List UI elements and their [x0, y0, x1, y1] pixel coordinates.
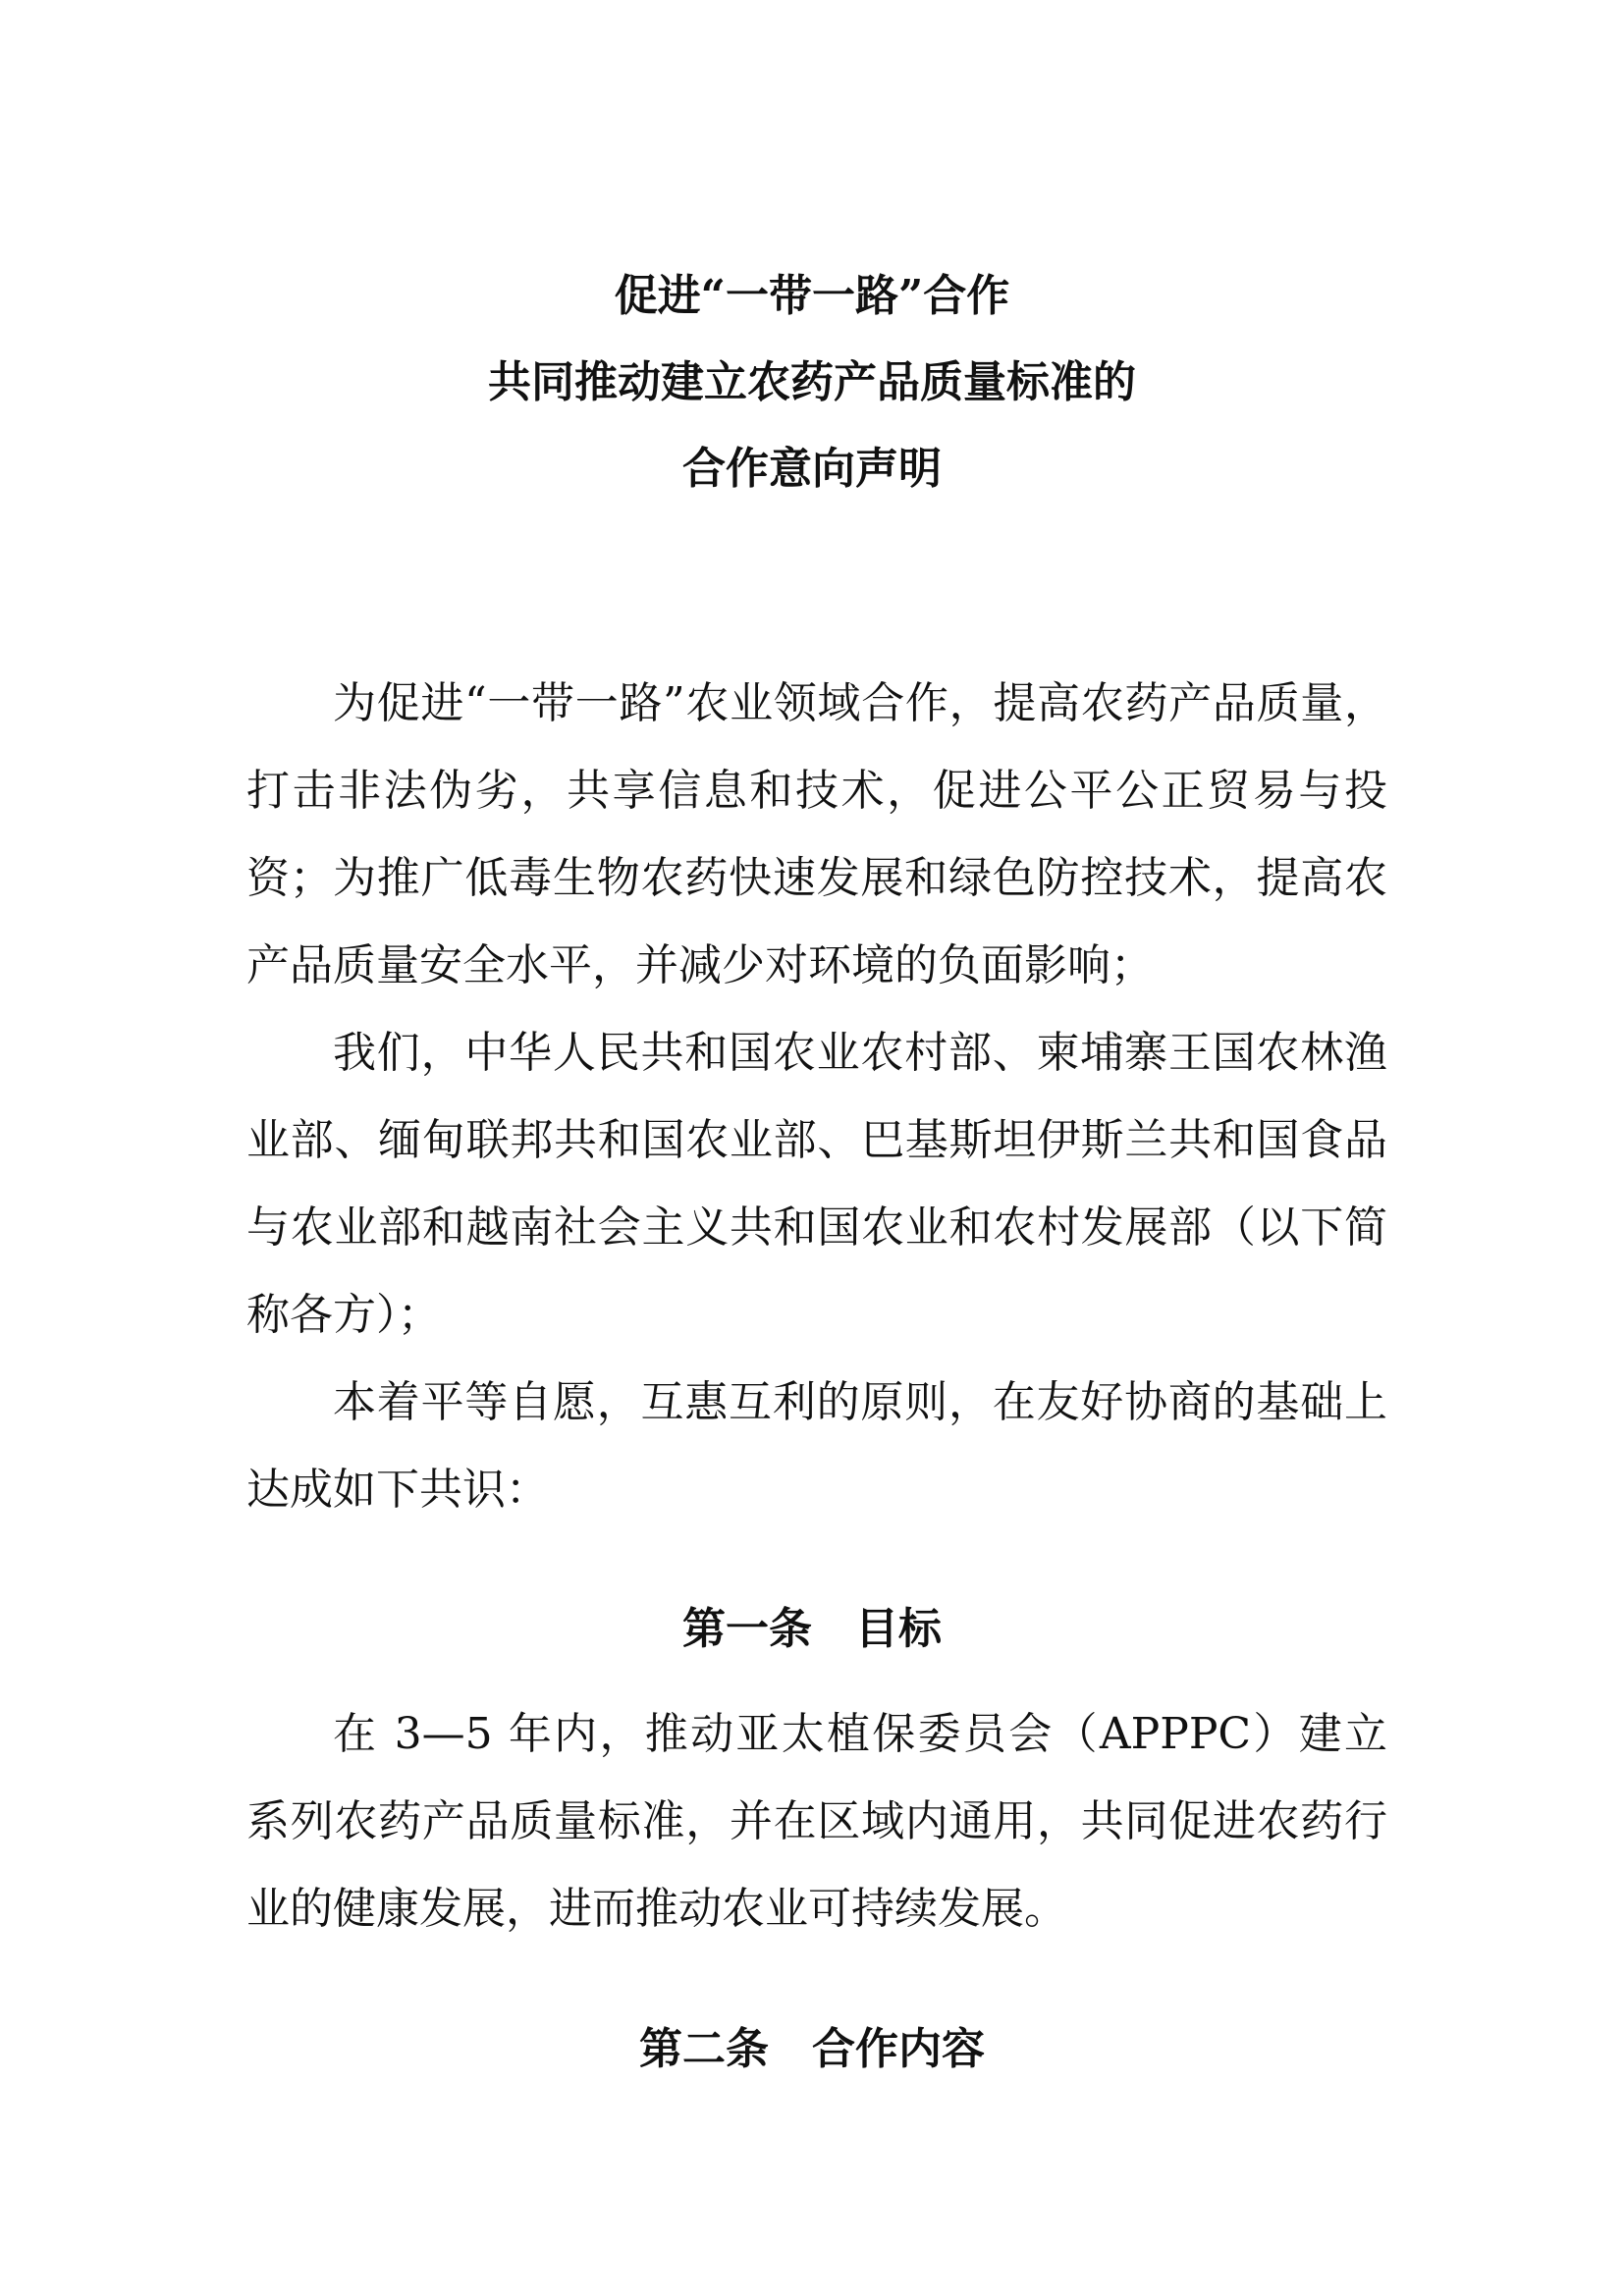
paragraph-purpose-cooperation: 为促进“一带一路”农业领域合作，提高农药产品质量，打击非法伪劣，共享信息和技术，促进公平公正贸易与投资； [246, 678, 1387, 903]
article-2-heading: 第二条 合作内容 [639, 2024, 985, 2074]
title-line-2: 共同推动建立农药产品质量标准的 [488, 357, 1136, 407]
paragraph-principles: 本着平等自愿，互惠互利的原则，在友好协商的基础上达成如下共识： [246, 1377, 1387, 1515]
article-1-heading: 第一条 目标 [682, 1604, 942, 1654]
paragraph-purpose-green-control: 为推广低毒生物农药快速发展和绿色防控技术，提高农产品质量安全水平，并减少对环境的负面影响； [246, 853, 1387, 990]
title-line-3: 合作意向声明 [682, 444, 942, 494]
paragraph-parties: 我们，中华人民共和国农业农村部、柬埔寨王国农林渔业部、缅甸联邦共和国农业部、巴基斯坦伊斯兰共和国食品与农业部和越南社会主义共和国农业和农村发展部（以下简称各方）； [246, 1028, 1387, 1340]
document-title [0, 253, 1624, 512]
title-line-1: 促进“一带一路”合作 [614, 271, 1010, 321]
article-1-text: 在 3—5 年内，推动亚太植保委员会（APPPC）建立系列农药产品质量标准，并在区域内通用，共同促进农药行业的健康发展，进而推动农业可持续发展。 [246, 1709, 1387, 1934]
